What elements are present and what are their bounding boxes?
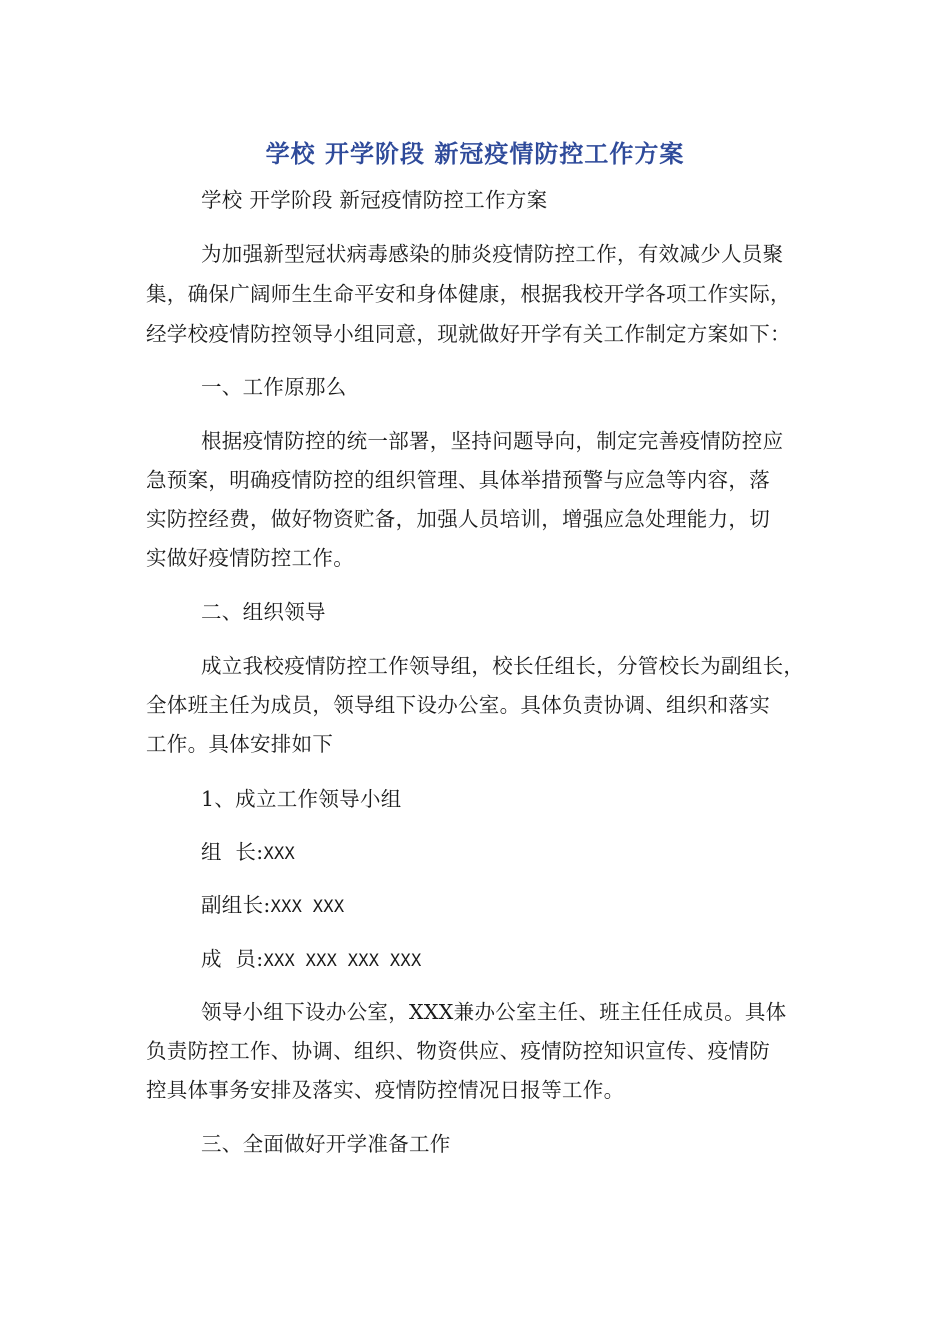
section1-line-2: 急预案，明确疫情防控的组织管理、具体举措预警与应急等内容，落	[146, 468, 770, 492]
section2-line-2: 全体班主任为成员，领导组下设办公室。具体负责协调、组织和落实	[146, 693, 770, 717]
office-line-2: 负责防控工作、协调、组织、物资供应、疫情防控知识宣传、疫情防	[146, 1039, 770, 1063]
section1-heading: 一、工作原那么	[201, 375, 347, 399]
subtitle: 学校 开学阶段 新冠疫情防控工作方案	[201, 188, 548, 212]
section1-line-1: 根据疫情防控的统一部署，坚持问题导向，制定完善疫情防控应	[201, 429, 784, 453]
section3-heading: 三、全面做好开学准备工作	[201, 1132, 451, 1156]
office-line-1: 领导小组下设办公室，XXX兼办公室主任、班主任任成员。具体	[201, 1000, 787, 1024]
leader-value: XXX	[263, 844, 296, 864]
section1-line-4: 实做好疫情防控工作。	[146, 546, 354, 570]
section2-heading: 二、组织领导	[201, 600, 326, 624]
intro-line-3: 经学校疫情防控领导小组同意，现就做好开学有关工作制定方案如下：	[146, 322, 791, 346]
intro-line-1: 为加强新型冠状病毒感染的肺炎疫情防控工作，有效减少人员聚	[201, 242, 784, 266]
members-value: XXX XXX XXX XXX	[263, 951, 422, 971]
sub1-heading: 1、成立工作领导小组	[201, 787, 402, 811]
members-label: 成 员:	[201, 947, 264, 971]
section1-line-3: 实防控经费，做好物资贮备，加强人员培训，增强应急处理能力，切	[146, 507, 770, 531]
deputy-label: 副组长:	[201, 893, 271, 917]
office-line-3: 控具体事务安排及落实、疫情防控情况日报等工作。	[146, 1078, 625, 1102]
leader-label: 组 长:	[201, 840, 264, 864]
section2-line-3: 工作。具体安排如下	[146, 732, 334, 756]
intro-line-2: 集，确保广阔师生生命平安和身体健康，根据我校开学各项工作实际，	[146, 282, 791, 306]
leader-row	[201, 838, 841, 868]
document-title: 学校 开学阶段 新冠疫情防控工作方案	[265, 140, 685, 168]
members-row	[201, 945, 841, 975]
deputy-row	[201, 891, 841, 921]
deputy-value: XXX XXX	[270, 897, 345, 917]
section2-line-1: 成立我校疫情防控工作领导组，校长任组长，分管校长为副组长，	[201, 654, 805, 678]
